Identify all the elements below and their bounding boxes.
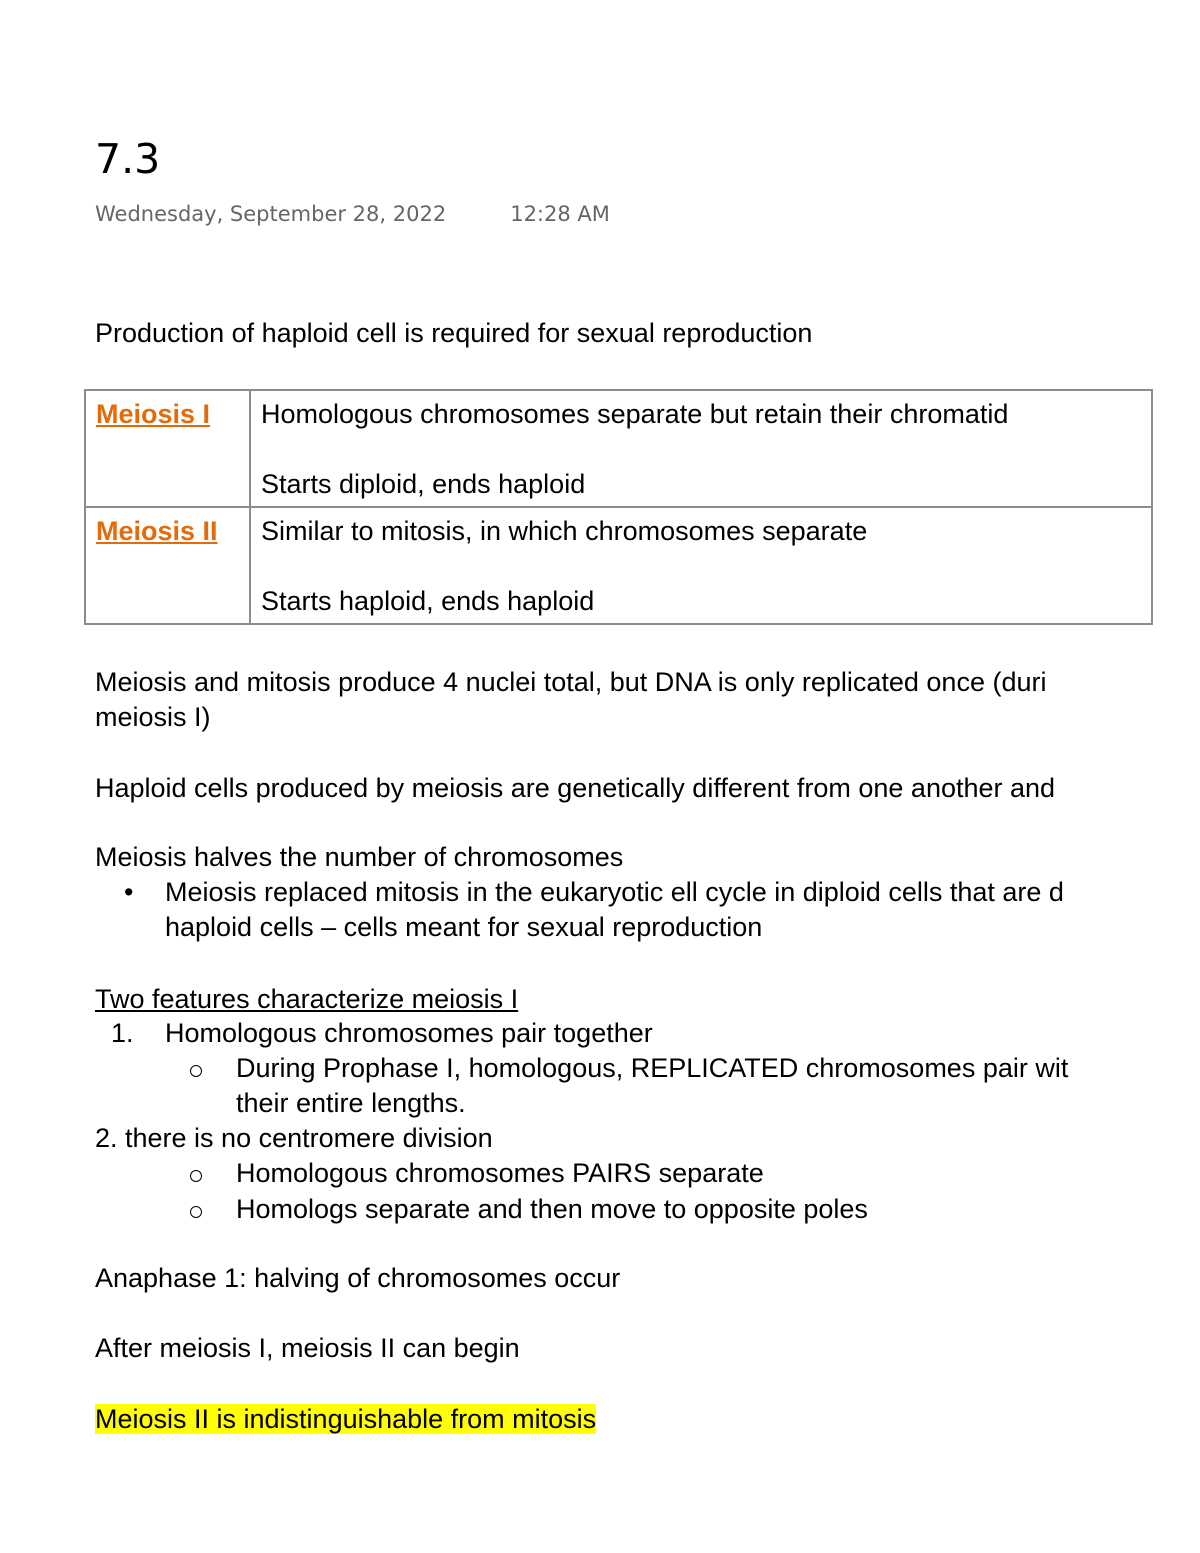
circle-bullet-icon [190,1051,202,1086]
meiosis-i-label: Meiosis I [85,390,250,507]
item2-sub2: Homologs separate and then move to opposite poles [236,1194,868,1224]
circle-bullet-icon [190,1156,202,1191]
item1-text: Homologous chromosomes pair together [165,1018,653,1048]
item1-sub-line1: During Prophase I, homologous, REPLICATED chromosomes pair wit [236,1053,1069,1083]
meiosis-ii-line1: Similar to mitosis, in which chromosomes separate [261,516,868,546]
meiosis-ii-label: Meiosis II [85,507,250,624]
anaphase-line: Anaphase 1: halving of chromosomes occur [95,1263,621,1293]
page-date: Wednesday, September 28, 2022 [95,202,447,226]
meiosis-table [84,389,1153,625]
item2-sub1: Homologous chromosomes PAIRS separate [236,1158,764,1188]
paragraph-haploid-cells: Haploid cells produced by meiosis are genetically different from one another and [95,773,1056,803]
meiosis-i-line1: Homologous chromosomes separate but retain their chromatid [261,399,1009,429]
bullet-line1: Meiosis replaced mitosis in the eukaryotic ell cycle in diploid cells that are d [165,877,1064,907]
page-timestamp [95,201,610,227]
meiosis-i-line2: Starts diploid, ends haploid [261,469,586,499]
page-time: 12:28 AM [510,202,610,226]
item1-number: 1. [111,1018,134,1048]
item2-text: 2. there is no centromere division [95,1123,493,1153]
page-title: 7.3 [95,135,161,183]
meiosis-i-description [250,390,1152,507]
paragraph-nuclei-line1: Meiosis and mitosis produce 4 nuclei total, but DNA is only replicated once (duri [95,667,1047,697]
paragraph-halves: Meiosis halves the number of chromosomes [95,842,624,872]
after-meiosis-line: After meiosis I, meiosis II can begin [95,1333,520,1363]
features-heading: Two features characterize meiosis I [95,984,519,1014]
highlighted-line [95,1402,596,1437]
intro-line: Production of haploid cell is required for sexual reproduction [95,318,813,348]
bullet-icon: • [124,877,134,907]
circle-bullet-icon [190,1192,202,1227]
paragraph-nuclei-line2: meiosis I) [95,702,211,732]
table-row [85,507,1152,624]
meiosis-ii-description [250,507,1152,624]
table-row [85,390,1152,507]
highlighted-text: Meiosis II is indistinguishable from mitosis [95,1404,597,1434]
meiosis-ii-line2: Starts haploid, ends haploid [261,586,595,616]
item1-sub-line2: their entire lengths. [236,1088,466,1118]
bullet-line2: haploid cells – cells meant for sexual reproduction [165,912,763,942]
